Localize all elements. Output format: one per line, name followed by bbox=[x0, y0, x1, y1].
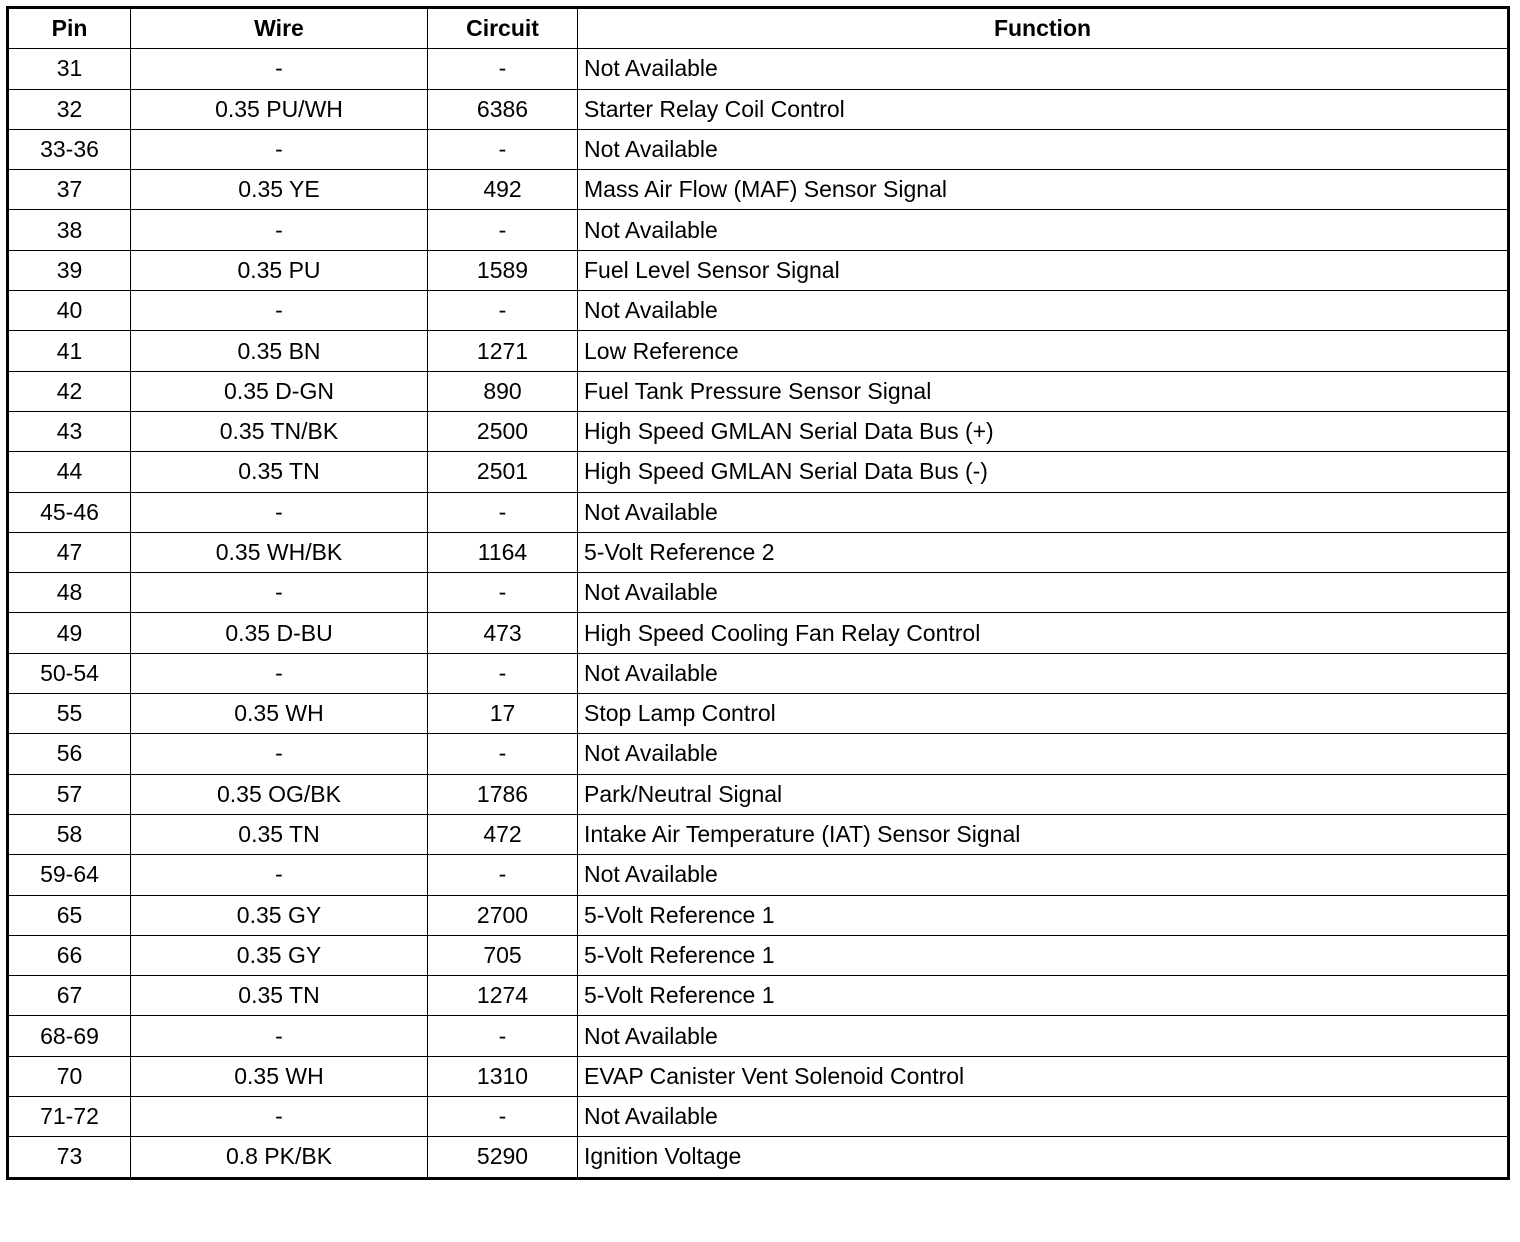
cell-pin: 32 bbox=[8, 89, 131, 129]
cell-pin: 59-64 bbox=[8, 855, 131, 895]
table-row bbox=[8, 976, 1509, 1016]
table-row bbox=[8, 1097, 1509, 1137]
cell-circuit: 2500 bbox=[428, 411, 578, 451]
cell-circuit: 1589 bbox=[428, 250, 578, 290]
table-row bbox=[8, 89, 1509, 129]
header-row bbox=[8, 8, 1509, 49]
cell-wire: - bbox=[131, 1016, 428, 1056]
table-row bbox=[8, 492, 1509, 532]
cell-wire: - bbox=[131, 1097, 428, 1137]
table-row bbox=[8, 170, 1509, 210]
table-row bbox=[8, 1016, 1509, 1056]
cell-pin: 65 bbox=[8, 895, 131, 935]
cell-wire: 0.35 GY bbox=[131, 895, 428, 935]
cell-function: 5-Volt Reference 1 bbox=[578, 895, 1509, 935]
table-row bbox=[8, 613, 1509, 653]
cell-wire: 0.35 TN/BK bbox=[131, 411, 428, 451]
cell-pin: 41 bbox=[8, 331, 131, 371]
cell-function: Not Available bbox=[578, 653, 1509, 693]
cell-pin: 68-69 bbox=[8, 1016, 131, 1056]
cell-wire: 0.35 YE bbox=[131, 170, 428, 210]
cell-circuit: 705 bbox=[428, 935, 578, 975]
cell-wire: - bbox=[131, 734, 428, 774]
header-circuit: Circuit bbox=[428, 8, 578, 49]
cell-wire: 0.35 TN bbox=[131, 452, 428, 492]
table-row bbox=[8, 371, 1509, 411]
cell-wire: - bbox=[131, 210, 428, 250]
cell-wire: 0.35 D-GN bbox=[131, 371, 428, 411]
cell-function: 5-Volt Reference 1 bbox=[578, 935, 1509, 975]
header-wire: Wire bbox=[131, 8, 428, 49]
cell-function: EVAP Canister Vent Solenoid Control bbox=[578, 1056, 1509, 1096]
table-row bbox=[8, 1137, 1509, 1178]
cell-function: High Speed GMLAN Serial Data Bus (-) bbox=[578, 452, 1509, 492]
cell-circuit: - bbox=[428, 129, 578, 169]
cell-function: Fuel Tank Pressure Sensor Signal bbox=[578, 371, 1509, 411]
cell-circuit: - bbox=[428, 49, 578, 89]
cell-circuit: - bbox=[428, 1097, 578, 1137]
table-row bbox=[8, 653, 1509, 693]
cell-circuit: - bbox=[428, 291, 578, 331]
cell-function: 5-Volt Reference 2 bbox=[578, 532, 1509, 572]
cell-circuit: - bbox=[428, 210, 578, 250]
cell-wire: 0.35 PU/WH bbox=[131, 89, 428, 129]
cell-function: Low Reference bbox=[578, 331, 1509, 371]
cell-function: Park/Neutral Signal bbox=[578, 774, 1509, 814]
cell-wire: - bbox=[131, 49, 428, 89]
table-row bbox=[8, 895, 1509, 935]
cell-pin: 49 bbox=[8, 613, 131, 653]
table-row bbox=[8, 734, 1509, 774]
cell-pin: 39 bbox=[8, 250, 131, 290]
cell-wire: - bbox=[131, 291, 428, 331]
table-body bbox=[8, 49, 1509, 1178]
cell-circuit: 1310 bbox=[428, 1056, 578, 1096]
cell-pin: 38 bbox=[8, 210, 131, 250]
table-row bbox=[8, 291, 1509, 331]
cell-function: Not Available bbox=[578, 734, 1509, 774]
cell-circuit: 1271 bbox=[428, 331, 578, 371]
cell-wire: 0.35 PU bbox=[131, 250, 428, 290]
cell-function: 5-Volt Reference 1 bbox=[578, 976, 1509, 1016]
cell-function: Mass Air Flow (MAF) Sensor Signal bbox=[578, 170, 1509, 210]
cell-function: Not Available bbox=[578, 492, 1509, 532]
cell-pin: 66 bbox=[8, 935, 131, 975]
cell-pin: 71-72 bbox=[8, 1097, 131, 1137]
table-row bbox=[8, 331, 1509, 371]
cell-circuit: 6386 bbox=[428, 89, 578, 129]
header-pin: Pin bbox=[8, 8, 131, 49]
cell-wire: 0.35 WH bbox=[131, 1056, 428, 1096]
table-row bbox=[8, 573, 1509, 613]
cell-wire: 0.35 WH/BK bbox=[131, 532, 428, 572]
cell-pin: 45-46 bbox=[8, 492, 131, 532]
cell-circuit: 1786 bbox=[428, 774, 578, 814]
cell-function: Not Available bbox=[578, 210, 1509, 250]
table-header bbox=[8, 8, 1509, 49]
table-row bbox=[8, 129, 1509, 169]
cell-circuit: 1164 bbox=[428, 532, 578, 572]
cell-circuit: 472 bbox=[428, 814, 578, 854]
cell-function: High Speed Cooling Fan Relay Control bbox=[578, 613, 1509, 653]
cell-pin: 70 bbox=[8, 1056, 131, 1096]
cell-circuit: - bbox=[428, 653, 578, 693]
cell-wire: 0.35 TN bbox=[131, 976, 428, 1016]
cell-circuit: 492 bbox=[428, 170, 578, 210]
cell-function: Not Available bbox=[578, 49, 1509, 89]
cell-function: Not Available bbox=[578, 1016, 1509, 1056]
cell-pin: 50-54 bbox=[8, 653, 131, 693]
cell-function: Not Available bbox=[578, 573, 1509, 613]
cell-circuit: - bbox=[428, 1016, 578, 1056]
cell-circuit: - bbox=[428, 734, 578, 774]
cell-function: Intake Air Temperature (IAT) Sensor Signal bbox=[578, 814, 1509, 854]
cell-wire: 0.35 BN bbox=[131, 331, 428, 371]
cell-function: Not Available bbox=[578, 291, 1509, 331]
cell-circuit: - bbox=[428, 492, 578, 532]
cell-wire: 0.35 OG/BK bbox=[131, 774, 428, 814]
table-row bbox=[8, 49, 1509, 89]
cell-pin: 42 bbox=[8, 371, 131, 411]
table-row bbox=[8, 694, 1509, 734]
cell-function: Not Available bbox=[578, 855, 1509, 895]
cell-wire: 0.8 PK/BK bbox=[131, 1137, 428, 1178]
cell-function: Stop Lamp Control bbox=[578, 694, 1509, 734]
cell-wire: 0.35 D-BU bbox=[131, 613, 428, 653]
cell-circuit: 17 bbox=[428, 694, 578, 734]
cell-circuit: 1274 bbox=[428, 976, 578, 1016]
cell-circuit: 2501 bbox=[428, 452, 578, 492]
cell-function: Starter Relay Coil Control bbox=[578, 89, 1509, 129]
cell-circuit: 2700 bbox=[428, 895, 578, 935]
table-row bbox=[8, 411, 1509, 451]
cell-function: Not Available bbox=[578, 1097, 1509, 1137]
cell-function: High Speed GMLAN Serial Data Bus (+) bbox=[578, 411, 1509, 451]
table-row bbox=[8, 774, 1509, 814]
cell-circuit: 5290 bbox=[428, 1137, 578, 1178]
header-function: Function bbox=[578, 8, 1509, 49]
cell-pin: 31 bbox=[8, 49, 131, 89]
table-row bbox=[8, 1056, 1509, 1096]
cell-pin: 47 bbox=[8, 532, 131, 572]
cell-pin: 40 bbox=[8, 291, 131, 331]
cell-pin: 48 bbox=[8, 573, 131, 613]
table-row bbox=[8, 532, 1509, 572]
cell-pin: 55 bbox=[8, 694, 131, 734]
cell-pin: 33-36 bbox=[8, 129, 131, 169]
table-row bbox=[8, 210, 1509, 250]
connector-pinout-table bbox=[6, 6, 1510, 1180]
cell-pin: 57 bbox=[8, 774, 131, 814]
cell-pin: 67 bbox=[8, 976, 131, 1016]
table-row bbox=[8, 855, 1509, 895]
cell-pin: 44 bbox=[8, 452, 131, 492]
cell-function: Not Available bbox=[578, 129, 1509, 169]
cell-pin: 58 bbox=[8, 814, 131, 854]
table-row bbox=[8, 452, 1509, 492]
cell-wire: 0.35 GY bbox=[131, 935, 428, 975]
table-row bbox=[8, 250, 1509, 290]
cell-wire: 0.35 WH bbox=[131, 694, 428, 734]
cell-circuit: 473 bbox=[428, 613, 578, 653]
cell-pin: 43 bbox=[8, 411, 131, 451]
cell-circuit: 890 bbox=[428, 371, 578, 411]
cell-function: Ignition Voltage bbox=[578, 1137, 1509, 1178]
cell-wire: - bbox=[131, 653, 428, 693]
cell-pin: 56 bbox=[8, 734, 131, 774]
cell-wire: - bbox=[131, 129, 428, 169]
cell-wire: - bbox=[131, 573, 428, 613]
table-row bbox=[8, 814, 1509, 854]
cell-pin: 73 bbox=[8, 1137, 131, 1178]
cell-circuit: - bbox=[428, 573, 578, 613]
cell-wire: 0.35 TN bbox=[131, 814, 428, 854]
table-row bbox=[8, 935, 1509, 975]
cell-function: Fuel Level Sensor Signal bbox=[578, 250, 1509, 290]
cell-wire: - bbox=[131, 855, 428, 895]
cell-wire: - bbox=[131, 492, 428, 532]
cell-pin: 37 bbox=[8, 170, 131, 210]
cell-circuit: - bbox=[428, 855, 578, 895]
